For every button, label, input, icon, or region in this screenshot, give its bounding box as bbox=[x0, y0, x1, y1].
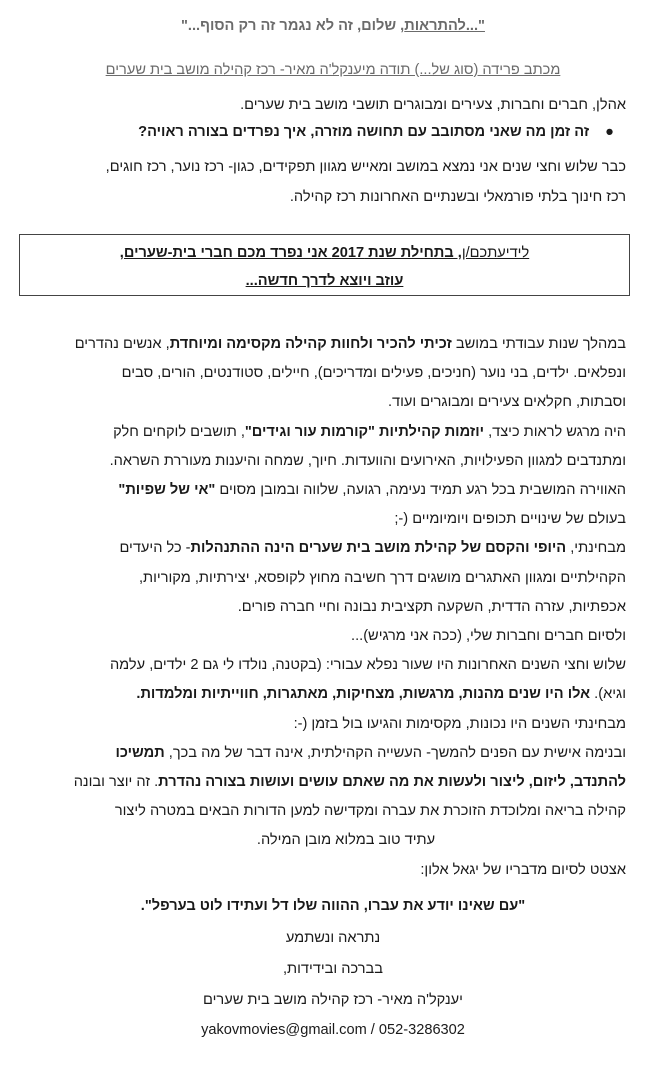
headline-underlined: "...להתראות bbox=[404, 18, 485, 34]
announcement-box bbox=[19, 234, 630, 296]
body-line: ובנימה אישית עם הפנים להמשך- העשייה הקהילתית, אינה דבר של מה בכך, תמשיכו bbox=[115, 744, 626, 761]
body-line: הקהילתיים ומגוון האתגרים מושגים דרך חשיבה מחוץ לקופסא, יצירתיות, מקוריות, bbox=[139, 569, 626, 586]
body-line: עתיד טוב במלוא מובן המילה. bbox=[256, 832, 436, 849]
headline-rest: , שלום, זה לא נגמר זה רק הסוף..." bbox=[181, 18, 405, 34]
bullet-text: זה זמן מה שאני מסתובב עם תחושה מוזרה, איך נפרדים בצורה ראויה? bbox=[138, 124, 590, 140]
body-line: האווירה המושבית בכל רגע תמיד נעימה, רגועה, שלווה ובמובן מסוים "אי של שפיות" bbox=[118, 482, 626, 499]
body-line: שלוש וחצי השנים האחרונות היו שעור נפלא עבורי: (בקטנה, נולדו לי גם 2 ילדים, עלמה bbox=[109, 657, 626, 674]
body-line: להתנדב, ליזום, ליצור ולעשות את מה שאתם עושים ועושות בצורה נהדרת. זה יוצר ובונה bbox=[73, 774, 626, 791]
letter-subtitle bbox=[0, 62, 666, 78]
announcement-new-path: עוזב ויוצא לדרך חדשה... bbox=[245, 273, 404, 289]
announcement-line-1 bbox=[20, 245, 629, 261]
body-line: ולסיום חברים וחברות שלי, (ככה אני מרגיש)... bbox=[351, 628, 626, 645]
yigal-allon-quote: "עם שאינו יודע את עברו, ההווה שלו דל ועתידו לוט בערפל". bbox=[140, 898, 526, 914]
body-line: ונפלאים. ילדים, בני נוער (חניכים, פעילים ומדריכים), חיילים, סטודנטים, הורים, סבים bbox=[121, 365, 626, 382]
letter-body bbox=[26, 330, 626, 885]
body-line: במהלך שנות עבודתי במושב זכיתי להכיר ולחוות קהילה מקסימה ומיוחדת, אנשים נהדרים bbox=[74, 336, 626, 352]
signature-regards: בברכה ובידידות, bbox=[283, 961, 383, 977]
signature-closing: נתראה ונשתמע bbox=[285, 930, 381, 946]
subtitle-text: מכתב פרידה (סוג של...) תודה מיענקל'ה מאיר- רכז קהילה מושב בית שערים bbox=[105, 62, 561, 78]
body-line: וגיא). אלו היו שנים מהנות, מרגשות, מצחיקות, מאתגרות, חווייתיות ומלמדות. bbox=[136, 686, 626, 703]
signature-contact: yakovmovies@gmail.com / 052-3286302 bbox=[201, 1022, 465, 1038]
announcement-fyi: לידיעתכם/ן bbox=[461, 245, 530, 261]
intro-line: רכז חינוך בלתי פורמאלי ובשנתיים האחרונות רכז קהילה. bbox=[289, 189, 626, 205]
announcement-text: , בתחילת שנת 2017 אני נפרד מכם חברי בית-שערים, bbox=[119, 245, 462, 261]
bullet-question bbox=[138, 124, 614, 140]
body-line: ומתנדבים למגוון הפעילויות, האירועים והוועדות. חיוך, שמחה והיענות מעוררת השראה. bbox=[109, 452, 626, 469]
intro-paragraph bbox=[22, 152, 626, 212]
intro-line: כבר שלוש וחצי שנים אני נמצא במושב ומאייש מגוון תפקידים, כגון- רכז נוער, רכז חוגים, bbox=[105, 159, 626, 175]
signature-name: יענקל'ה מאיר- רכז קהילה מושב בית שערים bbox=[203, 992, 463, 1008]
body-line: היה מרגש לראות כיצד, יוזמות קהילתיות "קורמות עור וגידים", תושבים לוקחים חלק bbox=[113, 423, 626, 440]
body-line: בעולם של שינויים תכופים ויומיומיים (-; bbox=[394, 511, 626, 528]
body-line: מבחינתי השנים היו נכונות, מקסימות והגיעו בול בזמן (-: bbox=[293, 715, 626, 732]
body-line: וסבתות, חקלאים צעירים ומבוגרים ועוד. bbox=[387, 394, 626, 411]
body-line: קהילה בריאה ומלוכדת הזוכרת את עברה ומקדישה למען הדורות הבאים במטרה ליצור bbox=[114, 803, 626, 820]
body-line: מבחינתי, היופי והקסם של קהילת מושב בית שערים הינה ההתנהלות- כל היעדים bbox=[119, 540, 626, 557]
body-line: אצטט לסיום מדבריו של יגאל אלון: bbox=[420, 861, 626, 878]
body-line: אכפתיות, עזרה הדדית, השקעה תקציבית נבונה וחיי חברה פורים. bbox=[237, 598, 626, 615]
greeting-line: אהלן, חברים וחברות, צעירים ומבוגרים תושבי מושב בית שערים. bbox=[240, 97, 626, 113]
bullet-dot-icon: ● bbox=[605, 124, 614, 140]
announcement-line-2 bbox=[20, 273, 629, 289]
letter-headline bbox=[0, 18, 666, 34]
